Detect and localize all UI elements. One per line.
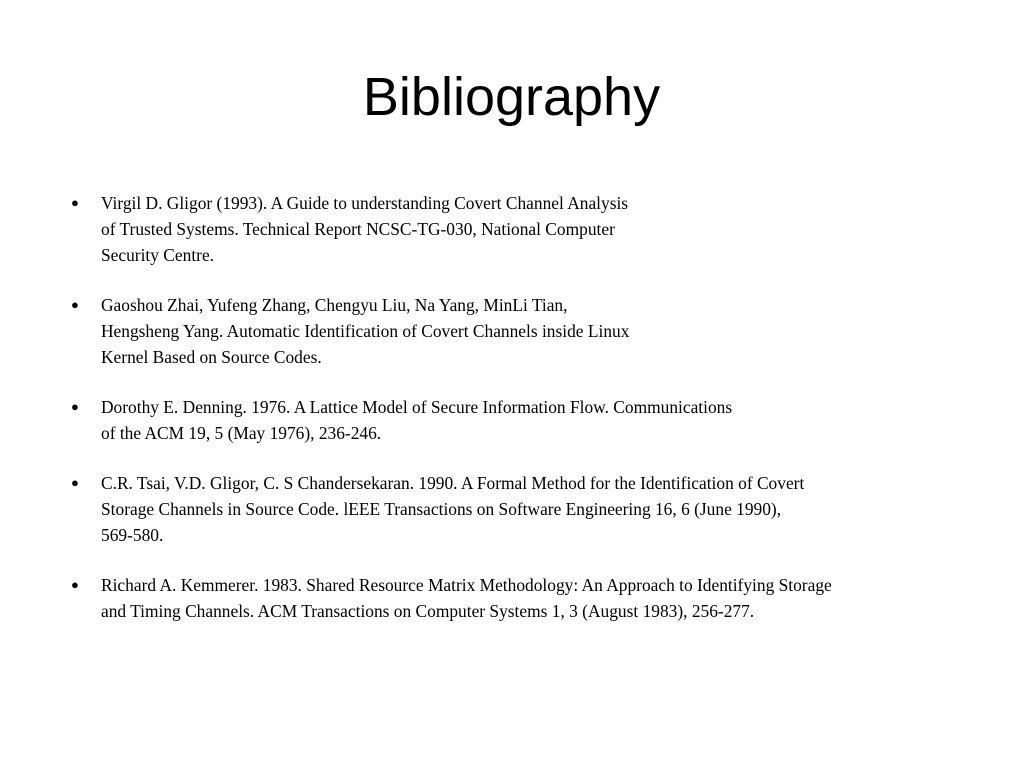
reference-line: Virgil D. Gligor (1993). A Guide to understanding Covert Channel Analysis bbox=[101, 193, 629, 213]
reference-line: Gaoshou Zhai, Yufeng Zhang, Chengyu Liu, Na Yang, MinLi Tian, bbox=[101, 295, 568, 315]
reference-line: 569-580. bbox=[101, 525, 164, 545]
reference-line: Richard A. Kemmerer. 1983. Shared Resource Matrix Methodology: An Approach to Identifying Storage bbox=[101, 575, 832, 595]
reference-item bbox=[68, 292, 988, 370]
reference-line: of the ACM 19, 5 (May 1976), 236-246. bbox=[101, 423, 382, 443]
reference-line: Dorothy E. Denning. 1976. A Lattice Model of Secure Information Flow. Communications bbox=[101, 397, 733, 417]
bullet-icon: ● bbox=[71, 195, 79, 210]
reference-line: C.R. Tsai, V.D. Gligor, C. S Chandersekaran. 1990. A Formal Method for the Identification of Covert bbox=[101, 473, 805, 493]
bullet-icon: ● bbox=[71, 475, 79, 490]
bullet-icon: ● bbox=[71, 399, 79, 414]
reference-line: of Trusted Systems. Technical Report NCSC-TG-030, National Computer bbox=[101, 219, 615, 239]
reference-item bbox=[68, 394, 988, 446]
reference-item bbox=[68, 470, 988, 548]
bullet-icon: ● bbox=[71, 577, 79, 592]
reference-line: Security Centre. bbox=[101, 245, 215, 265]
reference-line: and Timing Channels. ACM Transactions on Computer Systems 1, 3 (August 1983), 256-277. bbox=[101, 601, 755, 621]
bullet-icon: ● bbox=[71, 297, 79, 312]
reference-line: Storage Channels in Source Code. lEEE Transactions on Software Engineering 16, 6 (June 1990), bbox=[101, 499, 782, 519]
reference-list bbox=[68, 190, 988, 648]
reference-line: Hengsheng Yang. Automatic Identification of Covert Channels inside Linux bbox=[101, 321, 630, 341]
reference-line: Kernel Based on Source Codes. bbox=[101, 347, 322, 367]
slide-title: Bibliography bbox=[362, 67, 661, 127]
reference-item bbox=[68, 572, 988, 624]
reference-item bbox=[68, 190, 988, 268]
